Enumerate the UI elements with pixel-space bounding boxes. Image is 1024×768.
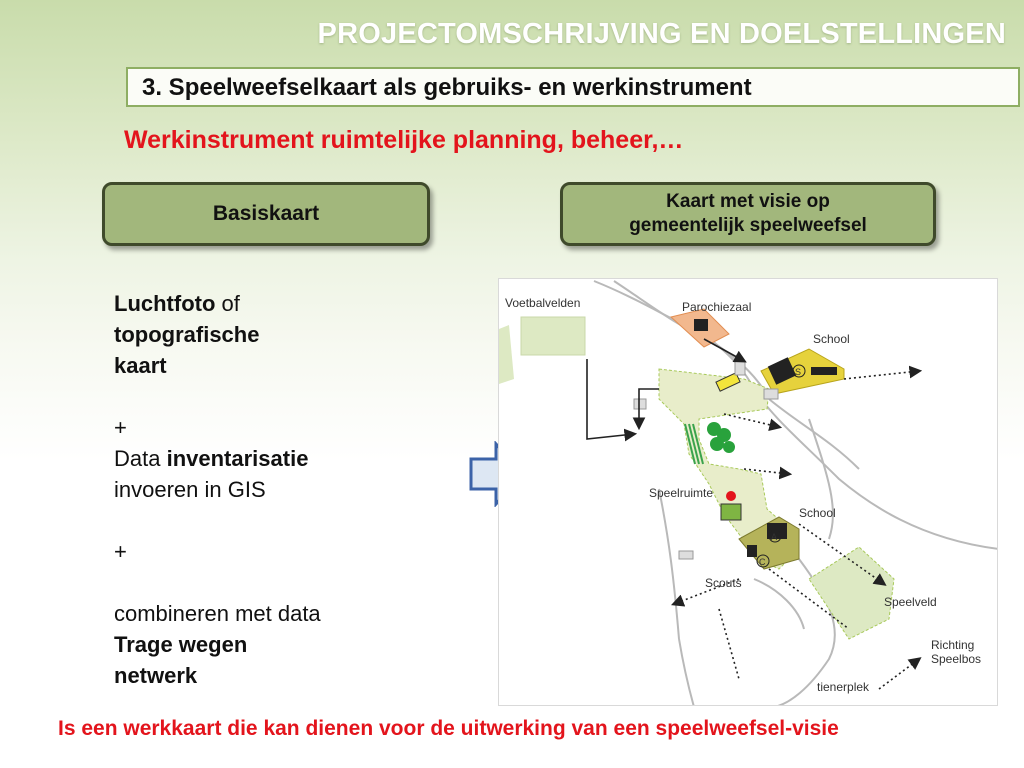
inventarisatie-text: inventarisatie: [166, 446, 309, 471]
map-symbol-a: A: [771, 532, 778, 542]
kaart-text: kaart: [114, 353, 167, 378]
map-label-school-top: School: [813, 332, 850, 346]
basiskaart-box: [102, 182, 430, 246]
footer-text: Is een werkkaart die kan dienen voor de uitwerking van een speelweefsel-visie: [58, 717, 839, 740]
red-heading: Werkinstrument ruimtelijke planning, beheer,…: [124, 126, 684, 154]
map-label-scouts: Scouts: [705, 576, 742, 590]
speelweefsel-map: [498, 278, 998, 706]
visie-kaart-label-line1: Kaart met visie op: [666, 191, 830, 212]
map-label-tienerplek: tienerplek: [817, 680, 870, 694]
map-label-richting: Richting: [931, 638, 975, 652]
invoeren-text: invoeren in GIS: [114, 477, 266, 502]
map-label-school-mid: School: [799, 506, 836, 520]
data-text: Data: [114, 446, 167, 471]
map-label-speelbos: Speelbos: [931, 652, 982, 666]
map-label-speelveld: Speelveld: [884, 595, 937, 609]
map-symbol-c: C: [759, 557, 766, 567]
basiskaart-label: Basiskaart: [212, 202, 320, 225]
plus-sign-1: +: [114, 415, 127, 440]
map-symbol-s: S: [795, 367, 802, 377]
trees: [707, 422, 735, 453]
map-label-voetbalvelden: Voetbalvelden: [505, 296, 581, 310]
map-drawing: [499, 279, 998, 706]
visie-kaart-label-line2: gemeentelijk speelweefsel: [629, 215, 867, 236]
combineren-text: combineren met data: [114, 601, 321, 626]
slide-title: PROJECTOMSCHRIJVING EN DOELSTELLINGEN: [317, 18, 1006, 50]
subtitle-text: 3. Speelweefselkaart als gebruiks- en werkinstrument: [142, 74, 752, 101]
topografische-text: topografische: [114, 322, 260, 347]
plus-sign-2: +: [114, 539, 127, 564]
luchtfoto-text: Luchtfoto: [114, 291, 216, 316]
of-text: of: [215, 291, 240, 316]
map-label-parochiezaal: Parochiezaal: [682, 300, 752, 314]
body-text: [114, 288, 414, 691]
trage-wegen-text: Trage wegen: [114, 632, 248, 657]
netwerk-text: netwerk: [114, 663, 198, 688]
map-label-speelruimte: Speelruimte: [649, 486, 714, 500]
visie-kaart-box: [560, 182, 936, 246]
subtitle-box: [126, 67, 1020, 107]
